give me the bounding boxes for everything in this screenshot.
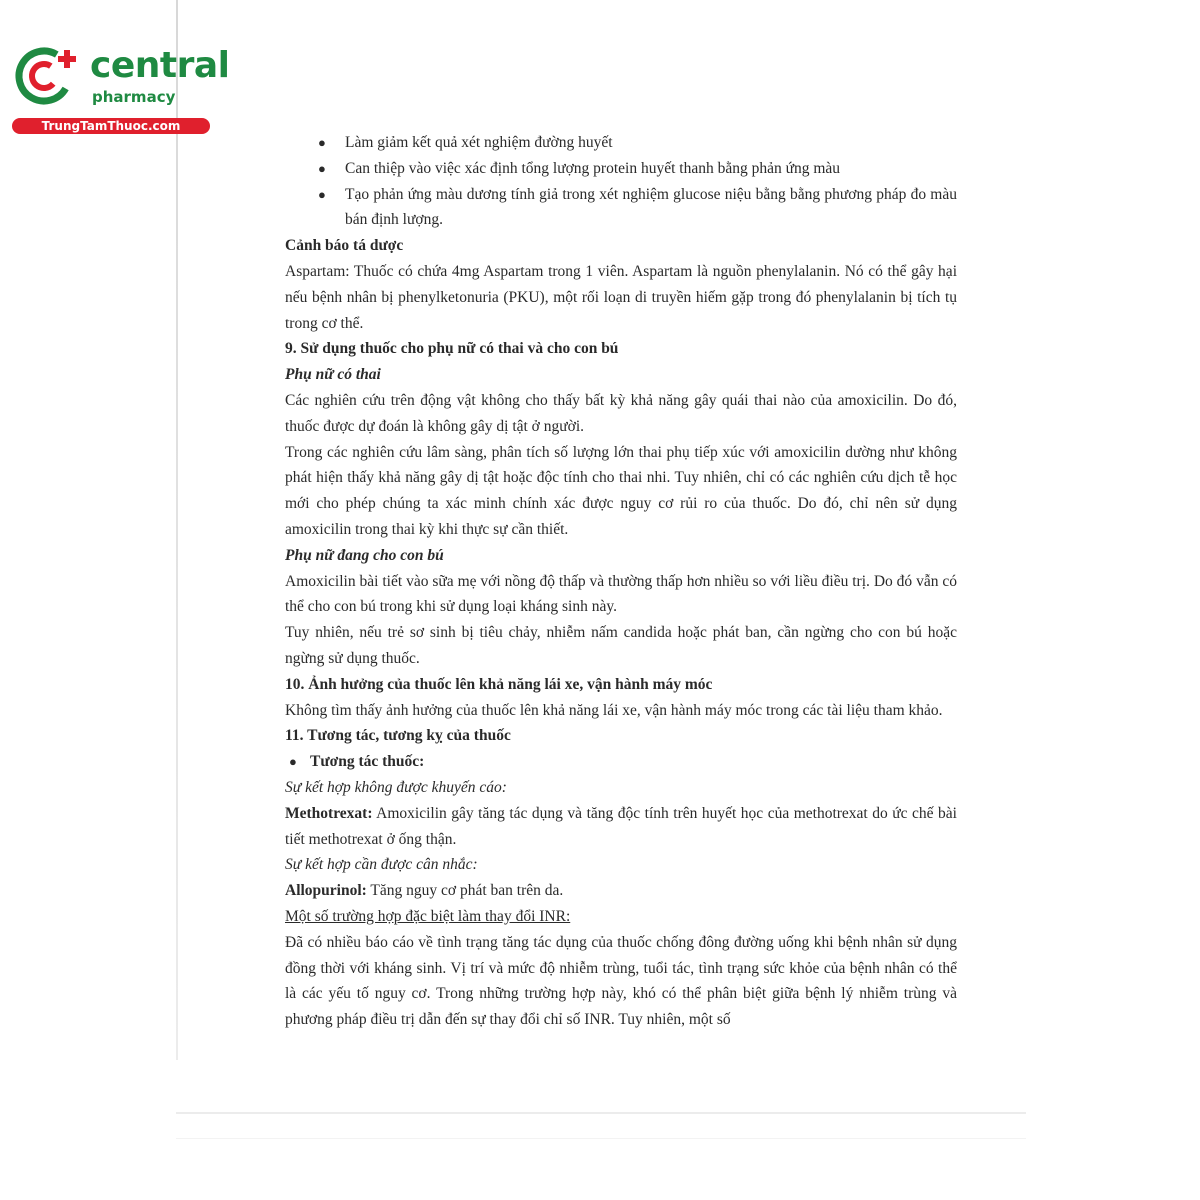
methotrexat-text: Amoxicilin gây tăng tác dụng và tăng độc tính trên huyết học của methotrexat do ức chế bài tiết methotrexat ở ống thận.: [285, 804, 957, 848]
pregnant-heading: Phụ nữ có thai: [285, 366, 381, 384]
list-item: ● Làm giảm kết quả xét nghiệm đường huyết: [285, 130, 957, 156]
allopurinol-label: Allopurinol:: [285, 882, 367, 900]
section-11-heading: 11. Tương tác, tương kỵ của thuốc: [285, 727, 511, 745]
pregnant-paragraph-1: Các nghiên cứu trên động vật không cho thấy bất kỳ khả năng gây quái thai nào của amoxicilin. Do đó, thuốc được dự đoán là không gây dị tật ở người.: [285, 391, 957, 435]
breastfeeding-heading: Phụ nữ đang cho con bú: [285, 546, 444, 564]
excipient-paragraph: Aspartam: Thuốc có chứa 4mg Aspartam trong 1 viên. Aspartam là nguồn phenylalanin. Nó có thể gây hại nếu bệnh nhân bị phenylketonuria (PKU), một rối loạn di truyền hiếm gặp trong đó phenylalanin bị tích tụ trong cơ thể.: [285, 262, 957, 332]
section-10-heading: 10. Ảnh hưởng của thuốc lên khả năng lái xe, vận hành máy móc: [285, 675, 713, 693]
document-body: [285, 130, 957, 1033]
methotrexat-paragraph: [285, 801, 957, 853]
section-10-paragraph: Không tìm thấy ảnh hưởng của thuốc lên khả năng lái xe, vận hành máy móc trong các tài liệu tham khảo.: [285, 701, 943, 719]
brand-subtitle: pharmacy: [92, 88, 176, 106]
site-url-badge: TrungTamThuoc.com: [12, 118, 210, 134]
breastfeeding-paragraph-2: Tuy nhiên, nếu trẻ sơ sinh bị tiêu chảy, nhiễm nấm candida hoặc phát ban, cần ngừng cho con bú hoặc ngừng sử dụng thuốc.: [285, 624, 957, 667]
allopurinol-text: Tăng nguy cơ phát ban trên da.: [366, 882, 564, 900]
section-9-heading: 9. Sử dụng thuốc cho phụ nữ có thai và cho con bú: [285, 340, 619, 358]
list-item: ● Tạo phản ứng màu dương tính giả trong xét nghiệm glucose niệu bằng bằng phương pháp đo màu bán định lượng.: [285, 182, 957, 234]
not-recommended-label: Sự kết hợp không được khuyến cáo:: [285, 778, 507, 796]
methotrexat-label: Methotrexat:: [285, 804, 373, 822]
breastfeeding-paragraph-1: Amoxicilin bài tiết vào sữa mẹ với nồng độ thấp và thường thấp hơn nhiều so với liều điều trị. Do đó vẫn có thể cho con bú trong khi sử dụng loại kháng sinh này.: [285, 572, 957, 616]
bullet-icon: ●: [289, 754, 297, 770]
brand-name: central: [90, 45, 230, 86]
interactions-bullet: ● Tương tác thuốc:: [285, 749, 957, 775]
inr-paragraph: Đã có nhiều báo cáo về tình trạng tăng tác dụng của thuốc chống đông đường uống khi bệnh nhân sử dụng đồng thời với kháng sinh. Vị trí và mức độ nhiễm trùng, tuổi tác, tình trạng sức khỏe của bệnh nhân có thể là các yếu tố nguy cơ. Trong những trường hợp này, khó có thể phân biệt giữa bệnh lý nhiễm trùng và phương pháp điều trị dẫn đến sự thay đổi chỉ số INR. Tuy nhiên, một số: [285, 933, 957, 1029]
list-item: ● Can thiệp vào việc xác định tổng lượng protein huyết thanh bằng phản ứng màu: [285, 156, 957, 182]
bullet-icon: ●: [318, 186, 326, 202]
bullet-icon: ●: [318, 135, 326, 150]
scan-bottom-line-faint: [176, 1138, 1026, 1139]
allopurinol-paragraph: [285, 878, 957, 904]
pregnant-paragraph-2: Trong các nghiên cứu lâm sàng, phân tích số lượng lớn thai phụ tiếp xúc với amoxicilin dường như không phát hiện thấy khả năng gây dị tật hoặc độc tính cho thai nhi. Tuy nhiên, chỉ có các nghiên cứu dịch tễ học mới cho phép chúng ta xác minh chính xác được nguy cơ rủi ro của thuốc. Do đó, chỉ nên sử dụng amoxicilin trong thai kỳ khi thực sự cần thiết.: [285, 443, 957, 538]
scan-page-edge: [176, 0, 178, 1060]
pharmacy-cross-icon: [12, 40, 84, 112]
central-pharmacy-logo[interactable]: [8, 36, 230, 136]
inr-heading: Một số trường hợp đặc biệt làm thay đổi INR:: [285, 907, 571, 925]
consider-label: Sự kết hợp cần được cân nhắc:: [285, 856, 478, 874]
scan-bottom-line: [176, 1112, 1026, 1114]
bullet-icon: ●: [318, 160, 326, 176]
excipient-heading: Cảnh báo tá dược: [285, 237, 404, 255]
